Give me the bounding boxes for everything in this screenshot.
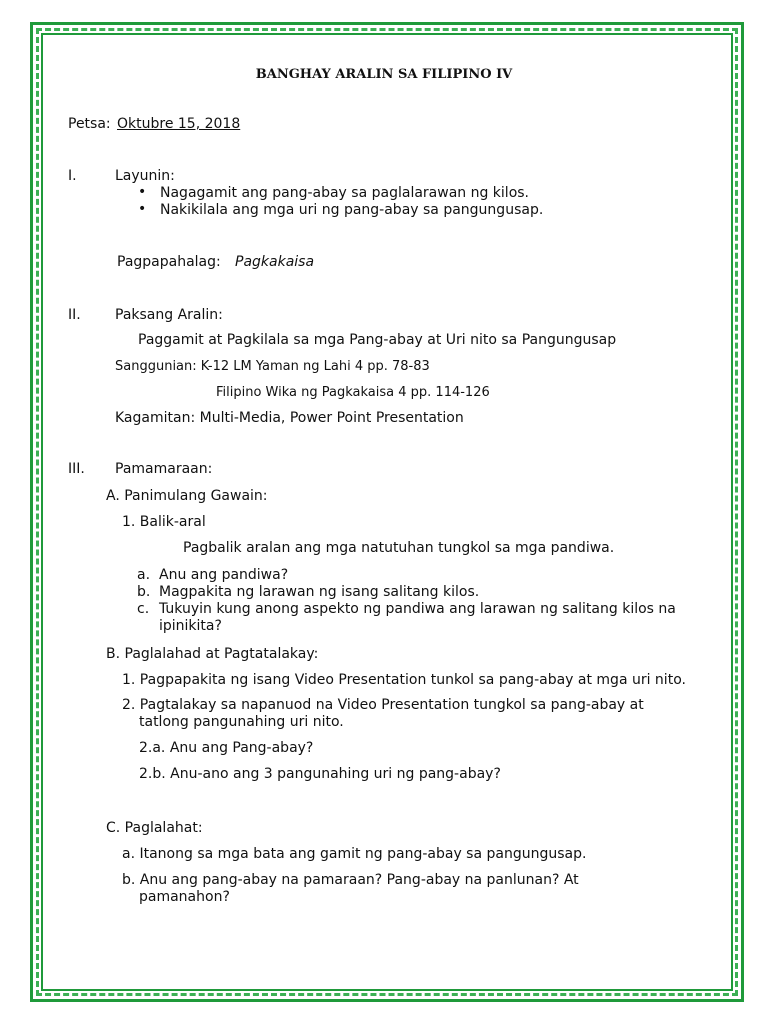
layunin-bullet-1: Nagagamit ang pang-abay sa paglalarawan ng kilos.	[160, 185, 530, 201]
panimulang-gawain-heading: A. Panimulang Gawain:	[106, 488, 268, 504]
paksang-topic: Paggamit at Pagkilala sa mga Pang-abay at Uri nito sa Pangungusap	[138, 332, 617, 348]
paglalahat-item-a: a. Itanong sa mga bata ang gamit ng pang-abay sa pangungusap.	[122, 846, 587, 862]
paglalahad-heading: B. Paglalahad at Pagtatalakay:	[106, 646, 319, 662]
pagpapahalag-value: Pagkakaisa	[235, 254, 315, 270]
paglalahat-heading: C. Paglalahat:	[106, 820, 203, 836]
layunin-bullet-2: Nakikilala ang mga uri ng pang-abay sa pangungusap.	[160, 202, 544, 218]
list-item-continuation: ipinikita?	[159, 618, 222, 634]
list-item: Tukuyin kung anong aspekto ng pandiwa ang larawan ng salitang kilos na	[159, 601, 676, 617]
paglalahad-item-2-continuation: tatlong pangunahing uri nito.	[139, 714, 344, 730]
document-title: BANGHAY ARALIN SA FILIPINO IV	[255, 67, 513, 82]
list-marker: a.	[137, 567, 151, 583]
section-3-heading: Pamamaraan:	[115, 461, 213, 477]
paglalahat-item-b-continuation: pamanahon?	[139, 889, 230, 905]
section-1-number: I.	[68, 168, 77, 184]
bullet-icon: •	[138, 184, 147, 200]
balik-aral: 1. Balik-aral	[122, 514, 206, 530]
section-2-number: II.	[68, 307, 81, 323]
section-3-number: III.	[68, 461, 85, 477]
list-marker: b.	[137, 584, 151, 600]
sanggunian-2: Filipino Wika ng Pagkakaisa 4 pp. 114-126	[216, 385, 490, 400]
paglalahad-item-2: 2. Pagtalakay sa napanuod na Video Presentation tungkol sa pang-abay at	[122, 697, 644, 713]
bullet-icon: •	[138, 201, 147, 217]
petsa-label: Petsa:	[68, 116, 111, 132]
list-item: Anu ang pandiwa?	[159, 567, 289, 583]
balik-aral-desc: Pagbalik aralan ang mga natutuhan tungkol sa mga pandiwa.	[183, 540, 615, 556]
paglalahat-item-b: b. Anu ang pang-abay na pamaraan? Pang-abay na panlunan? At	[122, 872, 579, 888]
paglalahad-item-2a: 2.a. Anu ang Pang-abay?	[139, 740, 314, 756]
pagpapahalag-label: Pagpapahalag:	[117, 254, 221, 270]
list-marker: c.	[137, 601, 150, 617]
kagamitan: Kagamitan: Multi-Media, Power Point Presentation	[115, 410, 464, 426]
paglalahad-item-1: 1. Pagpapakita ng isang Video Presentation tunkol sa pang-abay at mga uri nito.	[122, 672, 686, 688]
section-2-heading: Paksang Aralin:	[115, 307, 223, 323]
petsa-value: Oktubre 15, 2018	[117, 116, 241, 132]
section-1-heading: Layunin:	[115, 168, 175, 184]
sanggunian: Sanggunian: K-12 LM Yaman ng Lahi 4 pp. 78-83	[115, 359, 430, 374]
list-item: Magpakita ng larawan ng isang salitang kilos.	[159, 584, 480, 600]
paglalahad-item-2b: 2.b. Anu-ano ang 3 pangunahing uri ng pang-abay?	[139, 766, 501, 782]
